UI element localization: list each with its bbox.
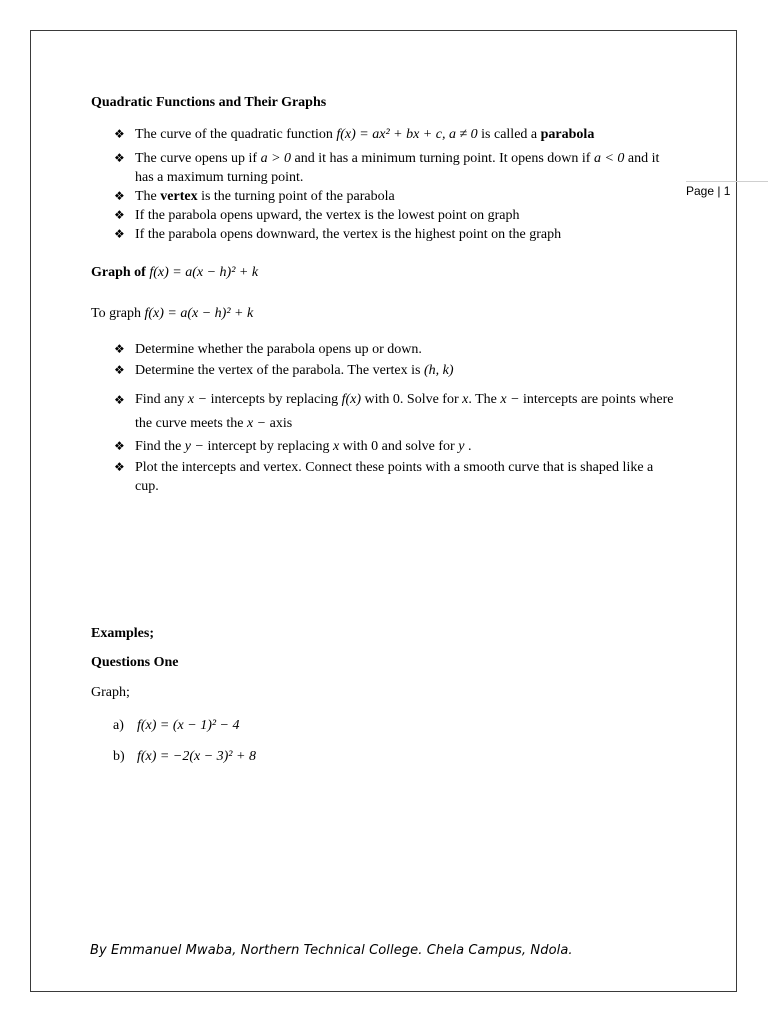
list-item: ❖ Find any x − intercepts by replacing f(x) with 0. Solve for x. The x − intercepts are points where the curve meets the x − axis <box>0 388 680 436</box>
list-item: ❖ The vertex is the turning point of the parabola <box>114 189 395 204</box>
bullet-icon: ❖ <box>114 342 125 356</box>
list-item: ❖ Determine whether the parabola opens up or down. <box>114 342 422 357</box>
bullet-icon: ❖ <box>114 393 125 407</box>
question-heading: Questions One <box>91 655 179 670</box>
graph-heading: Graph of f(x) = a(x − h)² + k <box>91 265 259 280</box>
bullet-icon: ❖ <box>114 189 125 203</box>
list-item: ❖ If the parabola opens upward, the vertex is the lowest point on graph <box>114 208 520 223</box>
graphing-steps-list <box>0 340 768 496</box>
bullet-icon: ❖ <box>114 227 125 241</box>
bullet-icon: ❖ <box>114 460 125 474</box>
parabola-facts-list <box>0 125 768 244</box>
bullet-icon: ❖ <box>114 151 125 165</box>
page-number: Page | 1 <box>686 184 731 198</box>
list-item: ❖ The curve opens up if a > 0 and it has a minimum turning point. It opens down if a < 0 and it has a maximum turning point. <box>114 151 660 185</box>
examples-heading: Examples; <box>91 626 154 641</box>
quadratic-formula: f(x) = ax² + bx + c, a ≠ 0 <box>336 127 478 142</box>
to-graph-line: To graph f(x) = a(x − h)² + k <box>91 306 254 321</box>
list-item: ❖ If the parabola opens downward, the vertex is the highest point on the graph <box>114 227 562 242</box>
list-item: ❖ Plot the intercepts and vertex. Connect these points with a smooth curve that is shaped like a cup. <box>114 460 654 494</box>
list-item: ❖ Find the y − intercept by replacing x with 0 and solve for y . <box>114 439 472 454</box>
graph-label: Graph; <box>91 685 130 700</box>
bullet-icon: ❖ <box>114 208 125 222</box>
bullet-icon: ❖ <box>114 127 125 141</box>
list-item: ❖ Determine the vertex of the parabola. The vertex is (h, k) <box>114 363 454 378</box>
footer-credit: By Emmanuel Mwaba, Northern Technical College. Chela Campus, Ndola. <box>90 943 573 958</box>
document-title: Quadratic Functions and Their Graphs <box>91 95 327 110</box>
list-item: ❖ The curve of the quadratic function f(x) = ax² + bx + c, a ≠ 0 is called a parabola <box>114 127 595 142</box>
bullet-icon: ❖ <box>114 363 125 377</box>
bullet-icon: ❖ <box>114 439 125 453</box>
